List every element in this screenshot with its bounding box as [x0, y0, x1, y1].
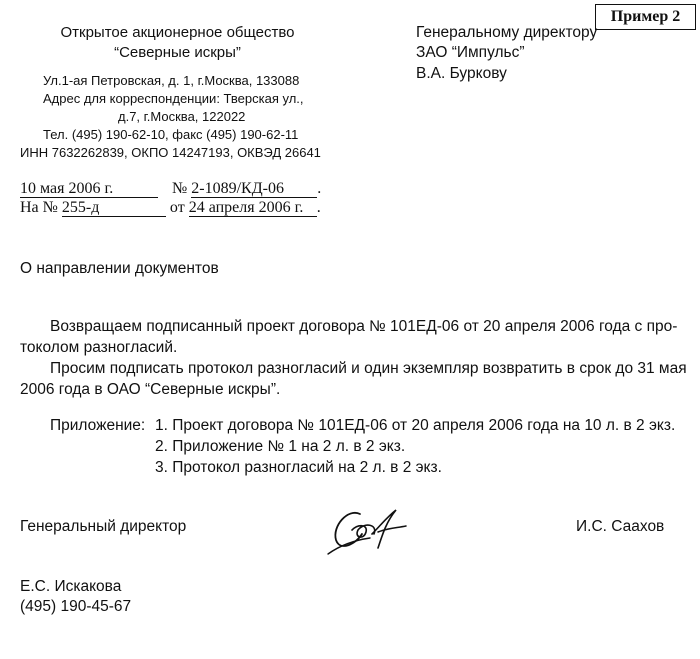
ref-date: 24 апреля 2006 г.: [189, 199, 317, 217]
body-p2-line1: Просим подписать протокол разногласий и один экземпляр возвратить в срок до 31 мая: [50, 360, 687, 377]
sender-phone: Тел. (495) 190-62-10, факс (495) 190-62-11: [43, 127, 299, 142]
sender-org-line1: Открытое акционерное общество: [60, 24, 295, 41]
ref-prefix: На №: [20, 199, 58, 216]
recipient-line3: В.А. Буркову: [416, 65, 507, 82]
attachments-label: Приложение:: [50, 417, 146, 434]
sender-codes: ИНН 7632262839, ОКПО 14247193, ОКВЭД 26641: [20, 145, 321, 160]
recipient-line1: Генеральному директору: [416, 24, 598, 41]
attachment-item: 1. Проект договора № 101ЕД-06 от 20 апреля 2006 года на 10 л. в 2 экз.: [155, 417, 676, 434]
body-p1-line1: Возвращаем подписанный проект договора № 101ЕД-06 от 20 апреля 2006 года с про-: [50, 318, 678, 335]
signatory-position: Генеральный директор: [20, 518, 187, 535]
executor-name: Е.С. Искакова: [20, 578, 122, 595]
registration-line: [20, 180, 321, 198]
sender-address-line2: Адрес для корреспонденции: Тверская ул.,: [43, 91, 304, 106]
body-p2-line2: 2006 года в ОАО “Северные искры”.: [20, 381, 281, 398]
reg-dot: .: [317, 180, 322, 197]
reg-date: 10 мая 2006 г.: [20, 180, 158, 198]
reg-number-prefix: №: [172, 180, 188, 197]
signatory-name: И.С. Саахов: [576, 518, 665, 535]
subject: О направлении документов: [20, 260, 219, 277]
handwritten-signature: [322, 500, 427, 560]
ref-number: 255-д: [62, 199, 166, 217]
example-badge: Пример 2: [595, 4, 696, 30]
sender-org-line2: “Северные искры”: [114, 44, 241, 61]
ref-from: от: [169, 199, 185, 216]
ref-dot: .: [316, 199, 321, 216]
sender-address-line3: д.7, г.Москва, 122022: [118, 109, 246, 124]
reg-number: 2-1089/КД-06: [191, 180, 317, 198]
reference-line: [20, 199, 321, 217]
attachment-item: 3. Протокол разногласий на 2 л. в 2 экз.: [155, 459, 442, 476]
sender-address-line1: Ул.1-ая Петровская, д. 1, г.Москва, 133088: [43, 73, 300, 88]
body-p1-line2: токолом разногласий.: [20, 339, 178, 356]
attachment-item: 2. Приложение № 1 на 2 л. в 2 экз.: [155, 438, 406, 455]
executor-phone: (495) 190-45-67: [20, 598, 132, 615]
recipient-line2: ЗАО “Импульс”: [416, 44, 525, 61]
